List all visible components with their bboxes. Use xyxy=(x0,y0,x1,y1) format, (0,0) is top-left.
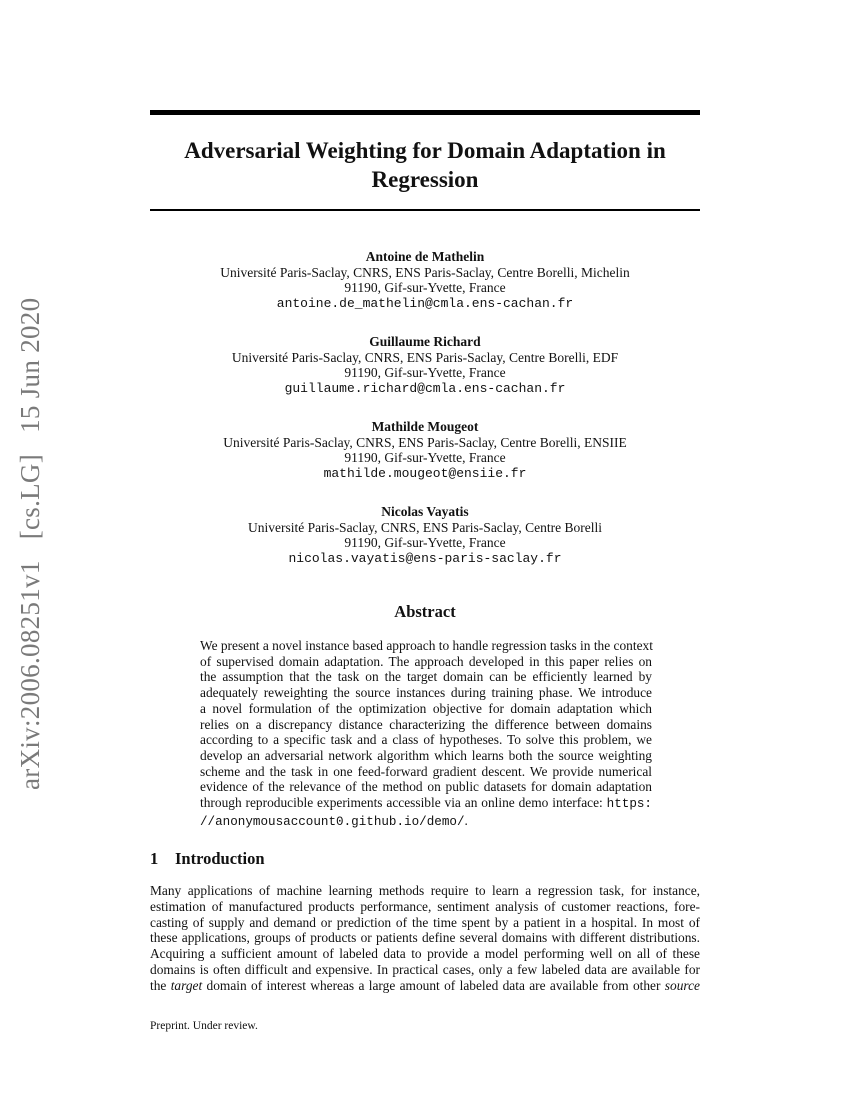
author-affiliation: Université Paris-Saclay, CNRS, ENS Paris-Saclay, Centre Borelli xyxy=(247,519,603,535)
abstract-body xyxy=(200,638,652,830)
demo-url-end[interactable]: //anonymousaccount0.github.io/demo/ xyxy=(200,814,465,829)
intro-emphasis-target: target xyxy=(170,977,203,993)
intro-line xyxy=(150,978,700,994)
author-email[interactable]: mathilde.mougeot@ensiie.fr xyxy=(323,465,527,481)
intro-line: domains is often difficult and expensive. In practical cases, only a few labeled data are available for xyxy=(150,961,700,977)
preprint-footer: Preprint. Under review. xyxy=(150,1020,258,1032)
abstract-line: adequately reweighting the source instances during training phase. We introduce xyxy=(200,685,652,701)
abstract-line xyxy=(200,795,652,813)
abstract-line: a novel formulation of the optimization objective for domain adaptation which xyxy=(200,700,652,716)
abstract-line: relies on a discrepancy distance characterizing the difference between domains xyxy=(200,716,652,732)
demo-url-start[interactable]: https: xyxy=(606,797,652,812)
section-heading-introduction xyxy=(150,849,265,869)
author-address: 91190, Gif-sur-Yvette, France xyxy=(344,365,506,380)
abstract-line: scheme and the task in one feed-forward gradient descent. We provide numerical xyxy=(200,763,652,779)
author-email[interactable]: nicolas.vayatis@ens-paris-saclay.fr xyxy=(288,550,562,566)
intro-emphasis-source: source xyxy=(664,977,700,993)
intro-line: casting of supply and demand or prediction of the time spent by a patient in a hospital. In most of xyxy=(150,914,700,930)
abstract-line: of supervised domain adaptation. The approach developed in this paper relies on xyxy=(200,653,652,669)
author-name: Antoine de Mathelin xyxy=(365,249,485,264)
author-address: 91190, Gif-sur-Yvette, France xyxy=(344,280,506,295)
author-block xyxy=(150,249,700,589)
arxiv-date: 15 Jun 2020 xyxy=(15,297,45,433)
abstract-line: according to a specific task and a class of hypotheses. To solve this problem, we xyxy=(200,732,652,748)
author-name: Nicolas Vayatis xyxy=(381,504,469,519)
intro-line: estimation of manufactured products performance, sentiment analysis of customer reactions, fore- xyxy=(150,898,700,914)
section-number: 1 xyxy=(150,849,159,868)
abstract-line: We present a novel instance based approach to handle regression tasks in the context xyxy=(200,638,653,653)
author-name: Mathilde Mougeot xyxy=(371,419,479,434)
abstract-line: evidence of the relevance of the method on public datasets for domain adaptation xyxy=(200,779,652,795)
author-entry xyxy=(150,504,700,566)
author-affiliation: Université Paris-Saclay, CNRS, ENS Paris-Saclay, Centre Borelli, ENSIIE xyxy=(223,434,627,450)
abstract-period: . xyxy=(464,812,468,828)
author-name: Guillaume Richard xyxy=(369,334,481,349)
intro-text: the xyxy=(150,977,171,993)
abstract-line: develop an adversarial network algorithm which learns both the source weighting xyxy=(200,747,652,763)
author-email[interactable]: antoine.de_mathelin@cmla.ens-cachan.fr xyxy=(276,295,574,311)
intro-line: Many applications of machine learning methods require to learn a regression task, for instance, xyxy=(150,883,700,898)
abstract-line-text: through reproducible experiments accessible via an online demo interface: xyxy=(200,795,607,811)
title-rule-bottom xyxy=(150,209,700,211)
author-address: 91190, Gif-sur-Yvette, France xyxy=(344,450,506,465)
paper-title xyxy=(150,136,700,194)
arxiv-sidebar-stamp xyxy=(15,290,55,790)
abstract-line: the assumption that the task on the target domain can be efficiently learned by xyxy=(200,669,652,685)
author-entry xyxy=(150,334,700,396)
arxiv-category: [cs.LG] xyxy=(15,453,45,540)
intro-text: domain of interest whereas a large amount of labeled data are available from other xyxy=(202,977,665,993)
section-title: Introduction xyxy=(175,849,265,868)
paper-title-line1: Adversarial Weighting for Domain Adaptation in xyxy=(184,138,666,163)
intro-line: Acquiring a sufficient amount of labeled data to provide a model performing well on all of these xyxy=(150,946,700,962)
introduction-body xyxy=(150,883,700,994)
abstract-line xyxy=(200,813,652,831)
abstract-heading: Abstract xyxy=(394,602,456,621)
author-email[interactable]: guillaume.richard@cmla.ens-cachan.fr xyxy=(284,380,566,396)
paper-title-line2: Regression xyxy=(371,167,479,192)
author-affiliation: Université Paris-Saclay, CNRS, ENS Paris-Saclay, Centre Borelli, Michelin xyxy=(220,264,630,280)
intro-line: these applications, groups of products or patients define several domains with different distributions. xyxy=(150,930,700,946)
arxiv-id: arXiv:2006.08251v1 xyxy=(15,560,45,790)
author-entry xyxy=(150,419,700,481)
author-affiliation: Université Paris-Saclay, CNRS, ENS Paris-Saclay, Centre Borelli, EDF xyxy=(231,349,619,365)
title-rule-top xyxy=(150,110,700,115)
author-entry xyxy=(150,249,700,311)
author-address: 91190, Gif-sur-Yvette, France xyxy=(344,535,506,550)
